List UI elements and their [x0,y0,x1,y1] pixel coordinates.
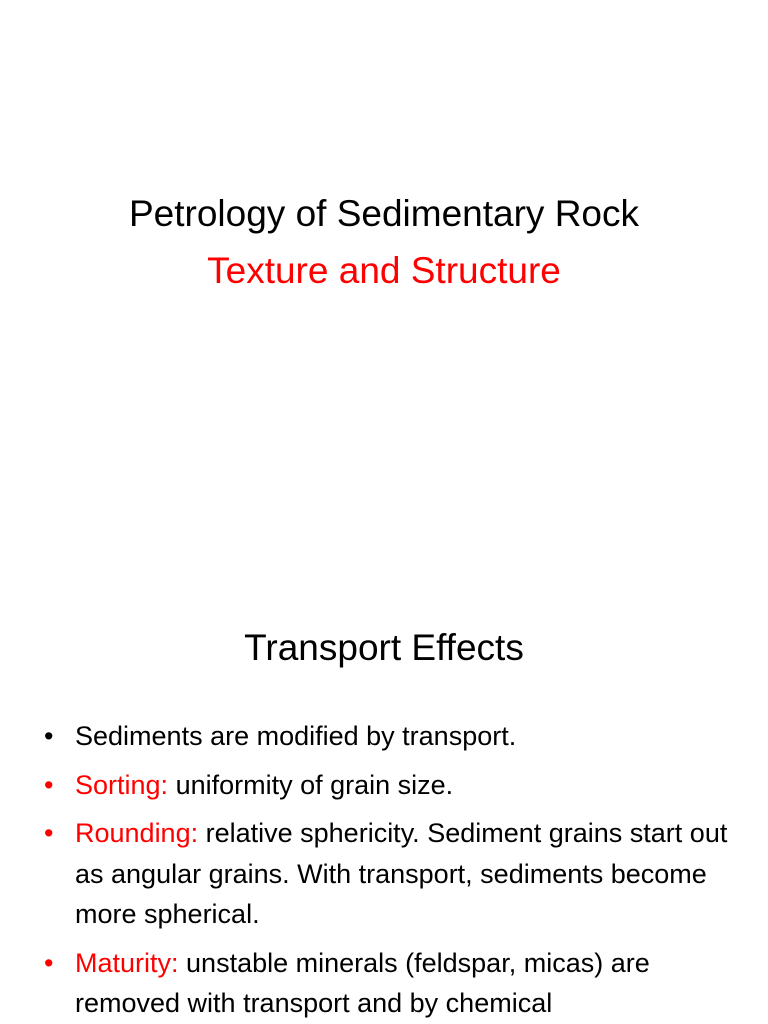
bullet-dot-icon: • [44,947,54,978]
bullet-text: Sediments are modified by transport. [75,721,517,751]
bullet-item [0,716,768,757]
slide-subtitle: Texture and Structure [207,250,561,291]
bullet-text: unstable minerals (feldspar, micas) are removed with transport and by chemical [75,947,650,1018]
bullet-text: uniformity of grain size. [168,769,454,800]
bullet-dot-icon: • [44,818,54,848]
bullet-dot-icon: • [44,769,54,800]
bullet-item [0,943,768,1024]
bullet-item [0,765,768,806]
section-title: Transport Effects [244,627,524,668]
bullet-text: relative sphericity. Sediment grains start out as angular grains. With transport, sediments become more spherical. [75,818,728,929]
bullet-term: Sorting: [75,769,169,800]
transport-effects-slide [0,560,768,1024]
bullet-term: Maturity: [75,947,179,978]
bullet-dot-icon: • [44,721,54,751]
bullet-term: Rounding: [75,818,199,848]
bullet-list [0,716,768,1024]
slide-title: Petrology of Sedimentary Rock [128,193,639,234]
bullet-item [0,813,768,935]
